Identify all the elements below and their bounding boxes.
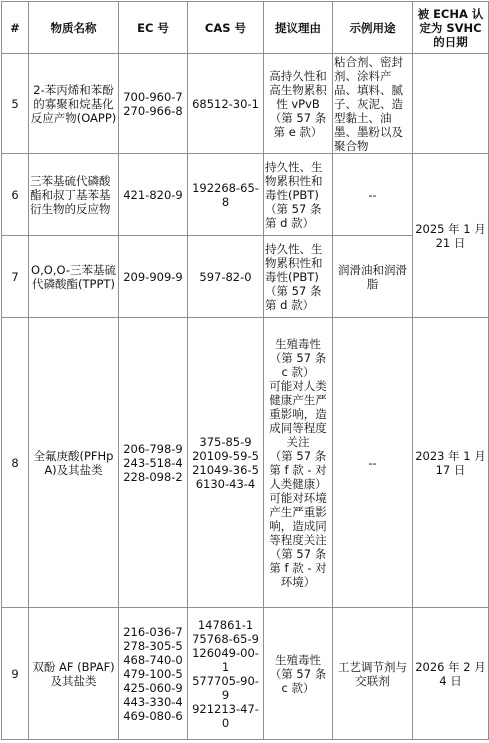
- reason: 持久性、生物累积性和毒性(PBT) （第 57 条第 d 款）: [264, 154, 333, 236]
- header-example-use: 示例用途: [333, 2, 413, 54]
- svhc-date: 2025 年 1 月 21 日: [413, 154, 489, 318]
- substance-name: 全氟庚酸(PFHpA)及其盐类: [29, 318, 119, 608]
- ec-number: 209-909-9: [119, 236, 188, 318]
- table-row: [2, 54, 489, 154]
- row-number: 7: [2, 236, 29, 318]
- ec-number: 206-798-9 243-518-4 228-098-2: [119, 318, 188, 608]
- header-num: #: [2, 2, 29, 54]
- table-row: [2, 318, 489, 608]
- cas-number: 192268-65-8: [188, 154, 264, 236]
- row-number: 8: [2, 318, 29, 608]
- substance-name: 2-苯丙烯和苯酚的寡聚和烷基化反应产物(OAPP): [29, 54, 119, 154]
- cas-number: 147861-1 75768-65-9 126049-00-1 577705-90-9 921213-47-0: [188, 608, 264, 740]
- reason: 生殖毒性 （第 57 条 c 款） 可能对人类健康产生严重影响，造成同等程度关注 （第 57 条第 f 款 - 对人类健康） 可能对环境产生严重影响，造成同等程度关注 （第 57 条第 f 款 - 对环境）: [264, 318, 333, 608]
- substance-name: O,O,O-三苯基硫代磷酸酯(TPPT): [29, 236, 119, 318]
- example-use: 润滑油和润滑脂: [333, 236, 413, 318]
- example-use: 粘合剂、密封剂、涂料产品、填料、腻子、灰泥、造型黏土、油墨、墨粉以及聚合物: [333, 54, 413, 154]
- row-number: 5: [2, 54, 29, 154]
- header-svhc-date: 被 ECHA 认定为 SVHC 的日期: [413, 2, 489, 54]
- header-cas-number: CAS 号: [188, 2, 264, 54]
- ec-number: 216-036-7 278-305-5 468-740-0 479-100-5 425-060-9 443-330-4 469-080-6: [119, 608, 188, 740]
- svhc-date: 2026 年 2 月 4 日: [413, 608, 489, 740]
- reason: 生殖毒性 （第 57 条 c 款）: [264, 608, 333, 740]
- row-number: 6: [2, 154, 29, 236]
- header-ec-number: EC 号: [119, 2, 188, 54]
- substance-name: 双酚 AF (BPAF) 及其盐类: [29, 608, 119, 740]
- cas-number: 597-82-0: [188, 236, 264, 318]
- example-use: --: [333, 154, 413, 236]
- cas-number: 375-85-9 20109-59-5 21049-36-5 6130-43-4: [188, 318, 264, 608]
- example-use: 工艺调节剂与交联剂: [333, 608, 413, 740]
- example-use: --: [333, 318, 413, 608]
- header-reason: 提议理由: [264, 2, 333, 54]
- substance-name: 三苯基硫代磷酸酯和叔丁基苯基衍生物的反应物: [29, 154, 119, 236]
- header-row: [2, 2, 489, 54]
- reason: 持久性、生物累积性和毒性(PBT) （第 57 条第 d 款）: [264, 236, 333, 318]
- svhc-date-empty: [413, 54, 489, 154]
- cas-number: 68512-30-1: [188, 54, 264, 154]
- reason: 高持久性和高生物累积性 vPvB （第 57 条第 e 款）: [264, 54, 333, 154]
- table-row: [2, 154, 489, 236]
- row-number: 9: [2, 608, 29, 740]
- header-substance-name: 物质名称: [29, 2, 119, 54]
- ec-number: 421-820-9: [119, 154, 188, 236]
- table-row: [2, 608, 489, 740]
- svhc-date: 2023 年 1 月 17 日: [413, 318, 489, 608]
- svhc-table: [1, 1, 489, 740]
- ec-number: 700-960-7 270-966-8: [119, 54, 188, 154]
